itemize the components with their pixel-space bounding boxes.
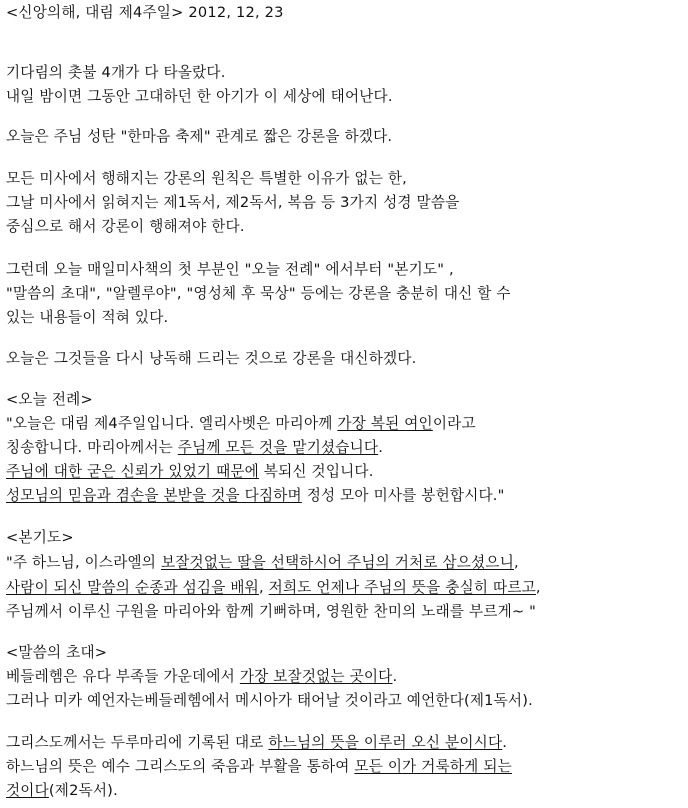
underlined-phrase: 주님에 대한 굳은 신뢰가 있었기 때문에: [6, 463, 259, 480]
paragraph-3-line-3: 중심으로 해서 강론이 행해져야 한다.: [6, 218, 245, 235]
underlined-phrase: 모든 이가 거룩하게 되는: [354, 758, 512, 775]
underlined-phrase: 보잘것없는 딸을 선택하시어 주님의 거처로 삼으셨으니: [160, 554, 514, 571]
invitation-line-1: 베들레헴은 유다 부족들 가운데에서 가장 보잘것없는 곳이다.: [6, 668, 398, 685]
liturgy-line-2: 칭송합니다. 마리아께서는 주님께 모든 것을 맡기셨습니다.: [6, 439, 384, 456]
liturgy-line-3: 주님에 대한 굳은 신뢰가 있었기 때문에 복되신 것입니다.: [6, 463, 374, 480]
paragraph-4-line-3: 있는 내용들이 적혀 있다.: [6, 309, 169, 326]
paragraph-3-line-2: 그날 미사에서 읽혀지는 제1독서, 제2독서, 복음 등 3가지 성경 말씀을: [6, 194, 460, 211]
intro-line-1: 기다림의 촛불 4개가 다 타올랐다.: [6, 64, 226, 81]
liturgy-line-1: "오늘은 대림 제4주일입니다. 엘리사벳은 마리아께 가장 복된 여인이라고: [6, 415, 476, 432]
collect-heading: <본기도>: [6, 529, 74, 546]
invitation-line-2: 그러나 미카 예언자는베들레헴에서 메시아가 태어날 것이라고 예언한다(제1독서).: [6, 692, 533, 709]
collect-line-3: 주님께서 이루신 구원을 마리아와 함께 기뻐하며, 영원한 찬미의 노래를 부르게~ ": [6, 603, 537, 620]
underlined-phrase: 가장 복된 여인: [337, 415, 433, 432]
paragraph-3-line-1: 모든 미사에서 행해지는 강론의 원칙은 특별한 이유가 없는 한,: [6, 170, 407, 187]
paragraph-5: 오늘은 그것들을 다시 낭독해 드리는 것으로 강론을 대신하겠다.: [6, 350, 417, 367]
underlined-phrase: 사람이 되신 말씀의 순종과 섬김을 배워: [6, 579, 259, 596]
underlined-phrase: 저희도 언제나 주님의 뜻을 충실히 따르고: [268, 579, 536, 596]
liturgy-line-4: 성모님의 믿음과 겸손을 본받을 것을 다짐하며 정성 모아 미사를 봉헌합시다.": [6, 487, 505, 504]
underlined-phrase: 성모님의 믿음과 겸손을 본받을 것을 다짐하며: [6, 487, 302, 504]
final-paragraph-line-1: 그리스도께서는 두루마리에 기록된 대로 하느님의 뜻을 이루러 오신 분이시다.: [6, 734, 508, 751]
header-line: <신앙의해, 대림 제4주일> 2012, 12, 23: [6, 4, 284, 21]
collect-line-2: 사람이 되신 말씀의 순종과 섬김을 배워, 저희도 언제나 주님의 뜻을 충실히 따르고,: [6, 579, 541, 596]
underlined-phrase: 것이다: [6, 782, 49, 799]
liturgy-heading: <오늘 전례>: [6, 391, 93, 408]
paragraph-4-line-2: "말씀의 초대", "알렐루야", "영성체 후 묵상" 등에는 강론을 충분히 대신 할 수: [6, 285, 511, 302]
underlined-phrase: 가장 보잘것없는 곳이다: [239, 668, 393, 685]
paragraph-4-line-1: 그런데 오늘 매일미사책의 첫 부분인 "오늘 전례" 에서부터 "본기도" ,: [6, 261, 454, 278]
collect-line-1: "주 하느님, 이스라엘의 보잘것없는 딸을 선택하시어 주님의 거처로 삼으셨으니,: [6, 554, 519, 571]
intro-line-2: 내일 밤이면 그동안 고대하던 한 아기가 이 세상에 태어난다.: [6, 88, 393, 105]
final-paragraph-line-3: 것이다(제2독서).: [6, 782, 118, 799]
final-paragraph-line-2: 하느님의 뜻은 예수 그리스도의 죽음과 부활을 통하여 모든 이가 거룩하게 되는: [6, 758, 512, 775]
underlined-phrase: 주님께 모든 것을 맡기셨습니다: [177, 439, 379, 456]
paragraph-2: 오늘은 주님 성탄 "한마음 축제" 관계로 짧은 강론을 하겠다.: [6, 128, 393, 145]
invitation-heading: <말씀의 초대>: [6, 644, 108, 661]
underlined-phrase: 하느님의 뜻을 이루러 오신 분이시다: [268, 734, 503, 751]
